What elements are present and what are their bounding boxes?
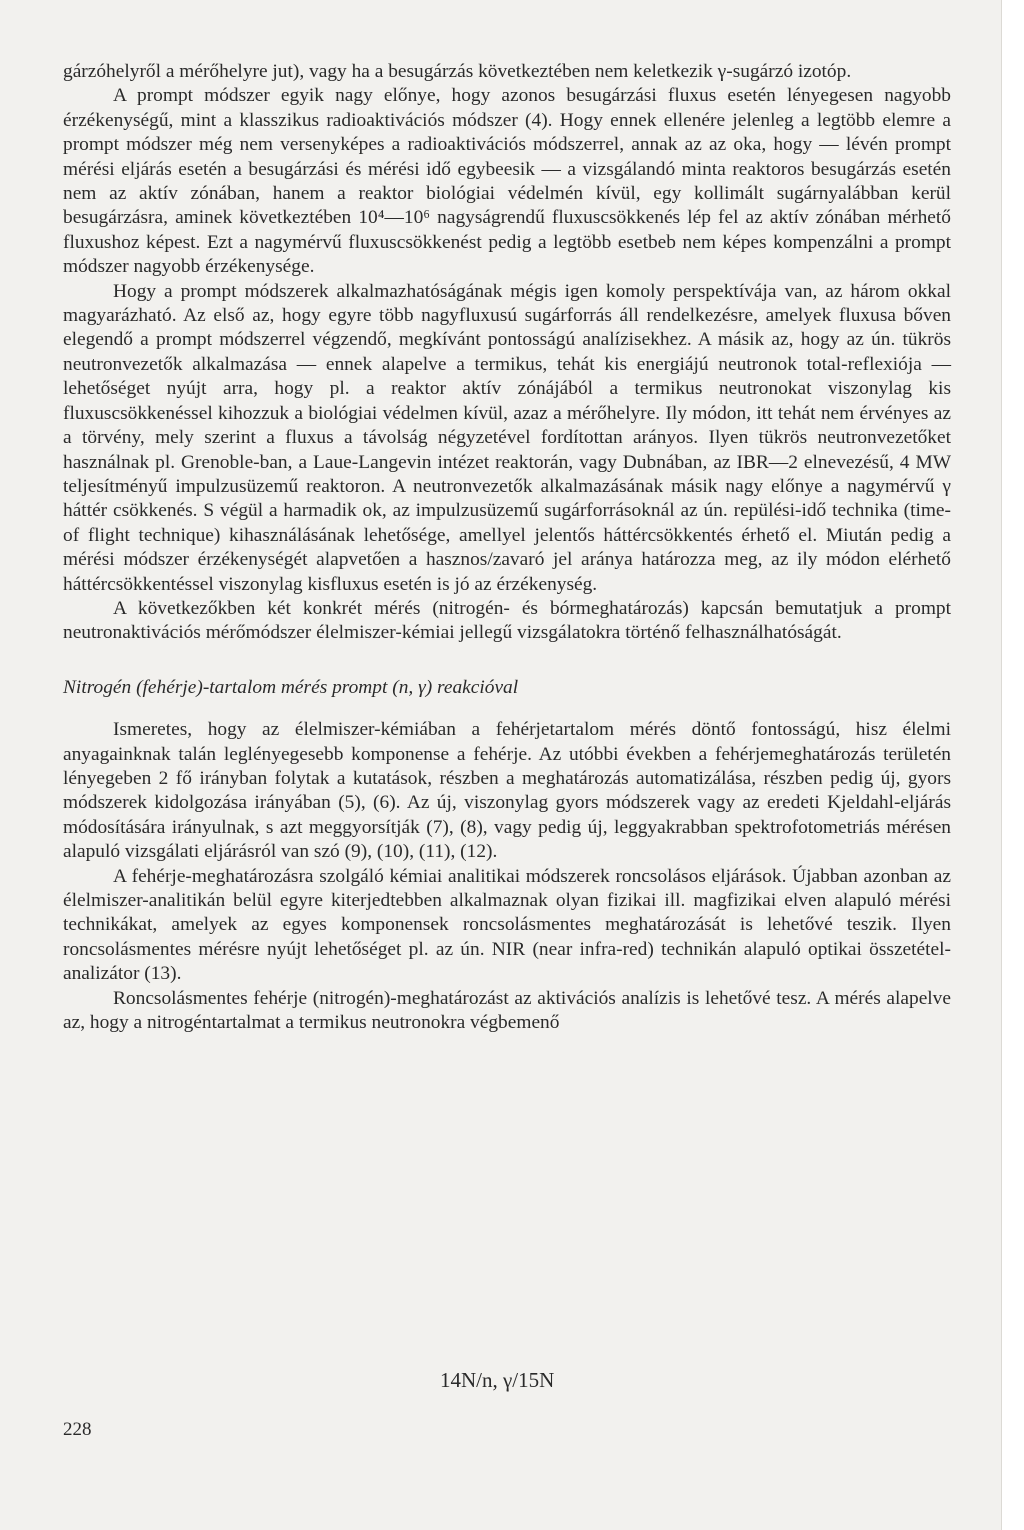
paragraph: A fehérje-meghatározásra szolgáló kémiai analitikai módszerek roncsolásos eljárások. Újabban azonban az élelmiszer-analitikán belül egyre kiterjedtebben alkalmaznak olyan fizikai ill. magfizikai elven alapuló mérési technikákat, amelyek az egyes komponensek roncsolásmentes meghatározását is lehetővé teszik. Ilyen roncsolásmentes mérésre nyújt lehetőséget pl. az ún. NIR (near infra-red) technikán alapuló optikai összetétel-analizátor (13). <box>63 865 951 985</box>
paragraph: Roncsolásmentes fehérje (nitrogén)-meghatározást az aktivációs analízis is lehetővé tesz. A mérés alapelve az, hogy a nitrogéntartalmat a termikus neutronokra végbemenő <box>63 987 951 1034</box>
reaction-formula: 14N/n, γ/15N <box>440 1368 555 1392</box>
paragraph: Ismeretes, hogy az élelmiszer-kémiában a fehérjetartalom mérés döntő fontosságú, hisz élelmi anyagainknak talán leglényegesebb komponense a fehérje. Az utóbbi években a fehérjemeghatározás területén lényegeben 2 fő irányban folytak a kutatások, részben a meghatározás automatizálása, részben pedig új, gyors módszerek kidolgozása irányában (5), (6). Az új, viszonylag gyors módszerek vagy az eredeti Kjeldahl-eljárás módosítására irányulnak, s azt meggyorsítják (7), (8), vagy pedig új, leggyakrabban spektrofotometriás mérésen alapuló vizsgálati eljárásról van szó (9), (10), (11), (12). <box>63 719 951 863</box>
section-heading: Nitrogén (fehérje)-tartalom mérés prompt (n, γ) reakcióval <box>63 676 519 698</box>
body-text <box>63 60 951 1035</box>
page-number: 228 <box>63 1419 92 1440</box>
paragraph: gárzóhelyről a mérőhelyre jut), vagy ha a besugárzás következtében nem keletkezik γ-sugárzó izotóp. <box>63 61 852 82</box>
page-edge <box>1001 0 1024 1530</box>
paragraph: A következőkben két konkrét mérés (nitrogén- és bórmeghatározás) kapcsán bemutatjuk a prompt neutronaktivációs mérőmódszer élelmiszer-kémiai jellegű vizsgálatokra történő felhasználhatóságát. <box>63 597 951 644</box>
paragraph: A prompt módszer egyik nagy előnye, hogy azonos besugárzási fluxus esetén lényegesen nagyobb érzékenységű, mint a klasszikus radioaktivációs módszer (4). Hogy ennek ellenére jelenleg a legtöbb elemre a prompt módszer még nem versenyképes a radioaktivációs módszerrel, annak az az oka, hogy — lévén prompt mérési eljárás esetén a besugárzási és mérési idő egybeesik — a vizsgálandó minta reaktoros besugárzás esetén nem az aktív zónában, hanem a reaktor biológiai védelmén kívül, egy kollimált sugárnyalábban kerül besugárzásra, aminek következtében 10⁴—10⁶ nagyságrendű fluxuscsökkenés lép fel az aktív zónában mérhető fluxushoz képest. Ezt a nagymérvű fluxuscsökkenést pedig a legtöbb esetbeb nem képes kompenzálni a prompt módszer nagyobb érzékenysége. <box>63 85 951 278</box>
paragraph: Hogy a prompt módszerek alkalmazhatóságának mégis igen komoly perspektívája van, az három okkal magyarázható. Az első az, hogy egyre több nagyfluxusú sugárforrás áll rendelkezésre, amelyek fluxusa bőven elegendő a prompt módszerrel végzendő, megkívánt pontosságú analízisekhez. A másik az, hogy az ún. tükrös neutronvezetők alkalmazása — ennek alapelve a termikus, tehát kis energiájú neutronok total-reflexiója — lehetőséget nyújt arra, hogy pl. a reaktor aktív zónájából a termikus neutronokat viszonylag kis fluxuscsökkenéssel kihozzuk a biológiai védelmen kívül, azaz a mérőhelyre. Ily módon, itt tehát nem érvényes az a törvény, mely szerint a fluxus a távolság négyzetével fordítottan arányos. Ilyen tükrös neutronvezetőket használnak pl. Grenoble-ban, a Laue-Langevin intézet reaktorán, vagy Dubnában, az IBR—2 elnevezésű, 4 MW teljesítményű impulzusüzemű reaktoron. A neutronvezetők alkalmazásának másik nagy előnye a nagymérvű γ háttér csökkenés. S végül a harmadik ok, az impulzusüzemű sugárforrásoknál az ún. repülési-idő technika (time-of flight technique) kihasználásának lehetősége, amellyel jelentős háttércsökkentés érhető el. Miután pedig a mérési módszer érzékenységét alapvetően a hasznos/zavaró jel aránya határozza meg, az ily módon elérhető háttércsökkentéssel viszonylag kisfluxus esetén is jó az érzékenység. <box>63 280 951 595</box>
